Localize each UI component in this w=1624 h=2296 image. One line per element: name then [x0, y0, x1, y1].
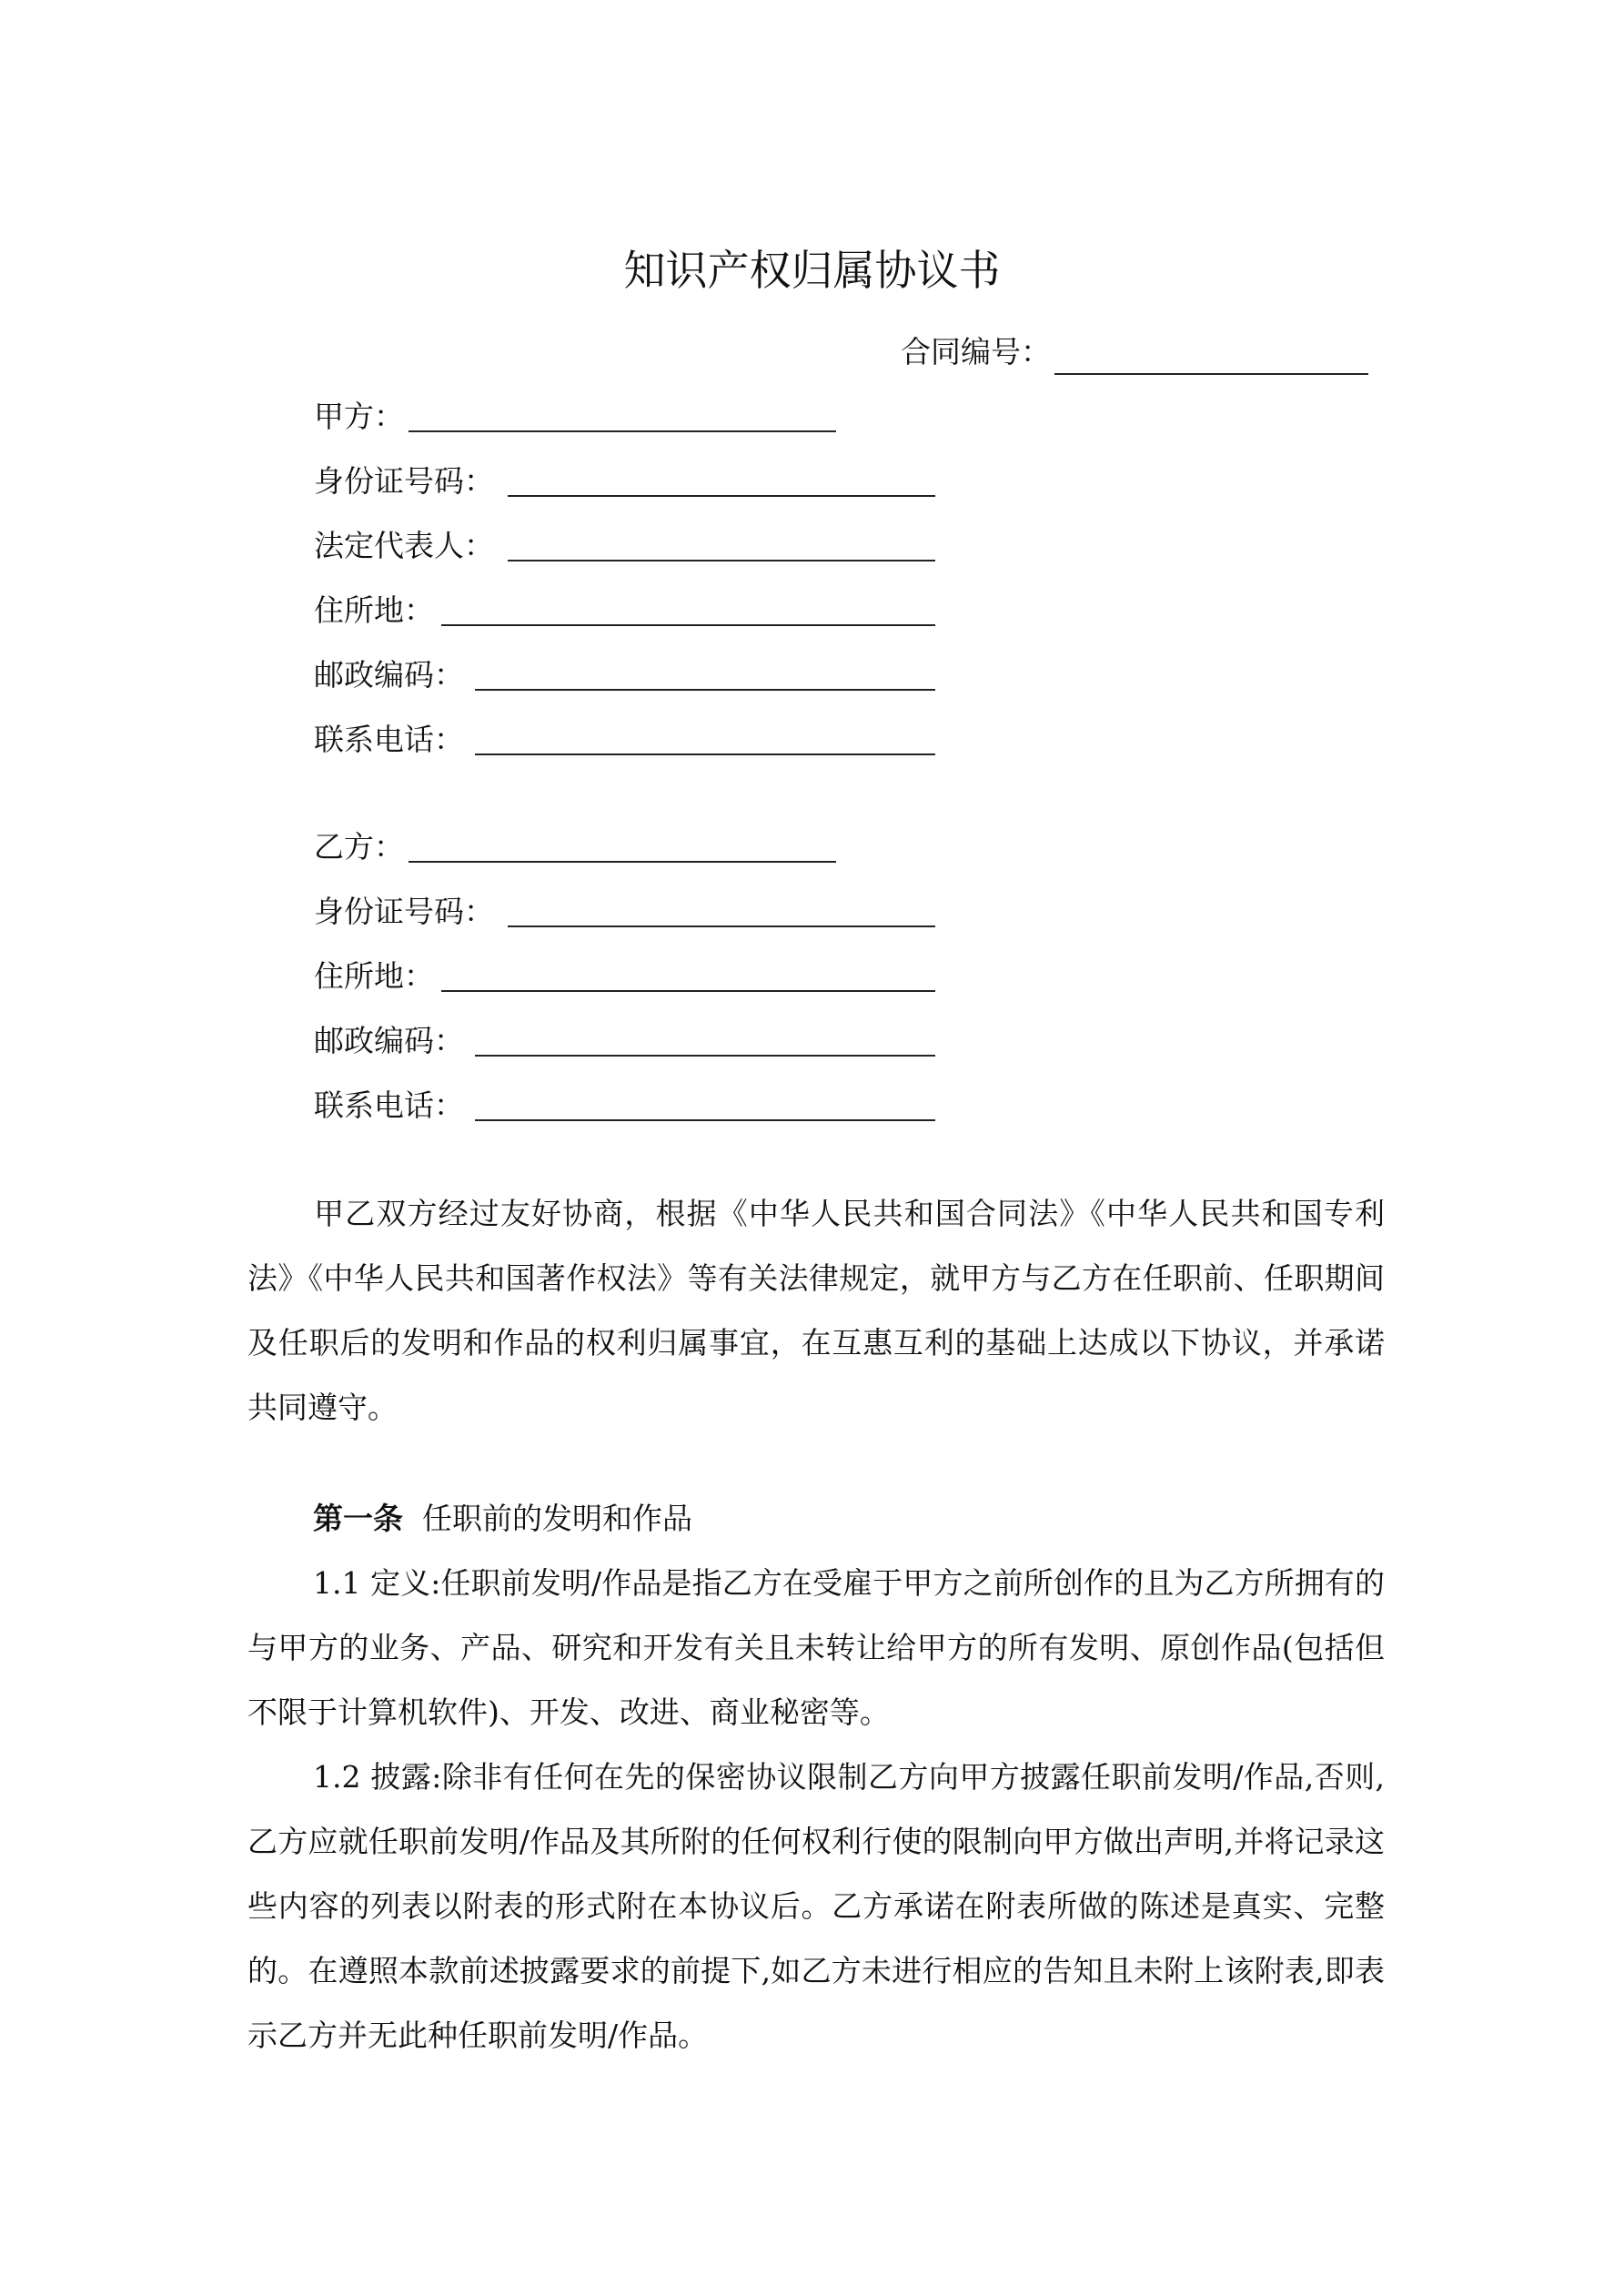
clause-1-1-text: 1.1 定义:任职前发明/作品是指乙方在受雇于甲方之前所创作的且为乙方所拥有的与甲方的业务、产品、研究和开发有关且未转让给甲方的所有发明、原创作品(包括但不限于计算机软件)、开发、改进、商业秘密等。 [247, 1565, 1385, 1730]
party-a-address-field [314, 588, 434, 633]
party-a-name-label: 甲方： [314, 399, 404, 434]
article-1-heading [247, 1486, 1385, 1551]
party-b-address-blank[interactable] [441, 990, 935, 992]
party-b-address-field [314, 954, 434, 999]
party-b-phone-label: 联系电话： [314, 1087, 464, 1123]
party-b-phone-field [314, 1083, 464, 1128]
party-b-id-blank[interactable] [508, 925, 935, 927]
party-b-postal-blank[interactable] [475, 1055, 935, 1057]
contract-number-field [901, 329, 1368, 375]
party-a-postal-blank[interactable] [475, 689, 935, 691]
party-a-postal-label: 邮政编码： [314, 657, 464, 693]
party-b-phone-blank[interactable] [475, 1119, 935, 1121]
party-b-name-field [314, 824, 404, 870]
clause-1-2-paragraph [247, 1745, 1385, 2068]
party-a-postal-field [314, 652, 464, 698]
party-a-id-blank[interactable] [508, 495, 935, 497]
article-1-number: 第一条 [313, 1501, 403, 1536]
party-a-phone-field [314, 717, 464, 763]
clause-1-2-text: 1.2 披露:除非有任何在先的保密协议限制乙方向甲方披露任职前发明/作品,否则,乙方应就任职前发明/作品及其所附的任何权利行使的限制向甲方做出声明,并将记录这些内容的列表以附表的形式附在本协议后。乙方承诺在附表所做的陈述是真实、完整的。在遵照本款前述披露要求的前提下,如乙方未进行相应的告知且未附上该附表,即表示乙方并无此种任职前发明/作品。 [247, 1759, 1385, 2053]
party-b-postal-label: 邮政编码： [314, 1023, 464, 1058]
party-a-phone-label: 联系电话： [314, 722, 464, 757]
party-a-rep-label: 法定代表人： [314, 528, 494, 563]
contract-number-blank[interactable] [1054, 339, 1368, 375]
party-b-id-label: 身份证号码： [314, 894, 494, 929]
party-b-postal-field [314, 1018, 464, 1064]
party-a-rep-blank[interactable] [508, 560, 935, 561]
clause-1-1-paragraph [247, 1551, 1385, 1745]
party-a-phone-blank[interactable] [475, 754, 935, 755]
document-title: 知识产权归属协议书 [623, 246, 1001, 295]
article-1-title: 任职前的发明和作品 [421, 1501, 692, 1536]
contract-number-label: 合同编号： [901, 334, 1051, 369]
party-a-name-blank[interactable] [409, 430, 836, 432]
party-b-name-blank[interactable] [409, 861, 836, 863]
party-b-name-label: 乙方： [314, 829, 404, 865]
party-a-id-field [314, 459, 494, 504]
party-a-address-blank[interactable] [441, 624, 935, 626]
preamble-paragraph [247, 1181, 1385, 1440]
party-a-id-label: 身份证号码： [314, 463, 494, 499]
party-a-rep-field [314, 523, 494, 569]
party-a-address-label: 住所地： [314, 592, 434, 628]
party-b-id-field [314, 889, 494, 935]
party-a-name-field [314, 394, 404, 440]
preamble-text: 甲乙双方经过友好协商，根据《中华人民共和国合同法》《中华人民共和国专利法》《中华人民共和国著作权法》等有关法律规定，就甲方与乙方在任职前、任职期间及任职后的发明和作品的权利归属事宜，在互惠互利的基础上达成以下协议，并承诺共同遵守。 [247, 1196, 1385, 1425]
party-b-address-label: 住所地： [314, 958, 434, 994]
